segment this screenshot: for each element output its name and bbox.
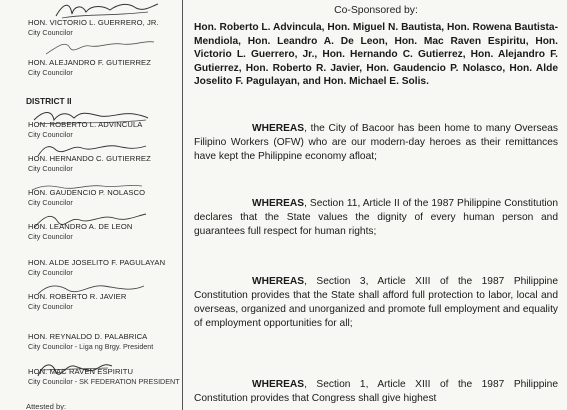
councilor-title: City Councilor (28, 268, 73, 277)
councilor-title: City Councilor (28, 198, 73, 207)
clause-lead: WHEREAS (252, 276, 305, 287)
councilor-title: City Councilor - Liga ng Brgy. President (28, 342, 154, 351)
clause-text: , Section 11, Article II of the 1987 Philippine Constitution declares that the State values the dignity of every human person and guarantees full respect for human rights; (194, 198, 558, 238)
councilor-name: HON. ALDE JOSELITO F. PAGULAYAN (28, 258, 166, 267)
clause-text: , Section 1, Article XIII of the 1987 Philippine Constitution provides that Congress shall give highest (194, 379, 558, 405)
councilor-entry (28, 188, 178, 207)
clause-lead: WHEREAS (252, 123, 305, 134)
clause-text: , the City of Bacoor has been home to many Overseas Filipino Workers (OFW) who are our modern-day heroes as their remittances have kept the Philippine economy afloat; (194, 123, 558, 163)
councilor-name: HON. ROBERTO L. ADVINCULA (28, 120, 143, 129)
district-label: DISTRICT II (26, 96, 72, 106)
councilor-title: City Councilor (28, 302, 73, 311)
councilor-entry (28, 332, 178, 351)
clause-lead: WHEREAS (252, 198, 305, 209)
councilor-title: City Councilor (28, 130, 73, 139)
clause-lead: WHEREAS (252, 379, 305, 390)
councilor-title: City Councilor (28, 232, 73, 241)
councilor-entry (28, 222, 178, 241)
councilor-entry (28, 258, 178, 277)
councilor-name: HON. ROBERTO R. JAVIER (28, 292, 127, 301)
councilor-entry (28, 58, 178, 77)
councilor-title: City Councilor (28, 28, 73, 37)
councilor-entry (28, 367, 178, 386)
councilor-name: HON. VICTORIO L. GUERRERO, JR. (28, 18, 159, 27)
councilor-name: HON. MAC RAVEN ESPIRITU (28, 367, 134, 376)
attested-label: Attested by: (26, 402, 67, 410)
councilor-name: HON. REYNALDO D. PALABRICA (28, 332, 148, 341)
councilor-entry (28, 18, 178, 37)
cosponsor-heading: Co-Sponsored by: (334, 5, 418, 16)
councilor-name: HON. LEANDRO A. DE LEON (28, 222, 133, 231)
clause-text: , Section 3, Article XIII of the 1987 Philippine Constitution provides that the State shall afford full protection to labor, local and overseas, organized and unorganized and promote full employment and equality of employment opportunities for all; (194, 276, 558, 330)
councilor-title: City Councilor (28, 164, 73, 173)
whereas-clause (194, 122, 558, 164)
councilor-name: HON. GAUDENCIO P. NOLASCO (28, 188, 146, 197)
councilor-title: City Councilor (28, 68, 73, 77)
whereas-clause (194, 275, 558, 331)
councilor-name: HON. ALEJANDRO F. GUTIERREZ (28, 58, 151, 67)
councilor-entry (28, 154, 178, 173)
whereas-clause (194, 378, 558, 406)
councilor-entry (28, 120, 178, 139)
whereas-clause (194, 197, 558, 239)
cosponsor-list: Hon. Roberto L. Advincula, Hon. Miguel N. Bautista, Hon. Rowena Bautista-Mendiola, Hon. Leandro A. De Leon, Hon. Mac Raven Espiritu, Hon. Victorio L. Guerrero, Jr., Hon. Hernando C. Gutierrez, Hon. Alejandro F. Gutierrez, Hon. Roberto R. Javier, Hon. Gaudencio P. Nolasco, Hon. Alde Joselito F. Pagulayan, and Hon. Michael E. Solis. (194, 22, 558, 88)
councilor-entry (28, 292, 178, 311)
signature-alejandro-gutierrez (40, 36, 160, 58)
councilor-title: City Councilor - SK FEDERATION PRESIDENT (28, 377, 180, 386)
councilor-name: HON. HERNANDO C. GUTIERREZ (28, 154, 151, 163)
signatories-sidebar (0, 0, 183, 410)
